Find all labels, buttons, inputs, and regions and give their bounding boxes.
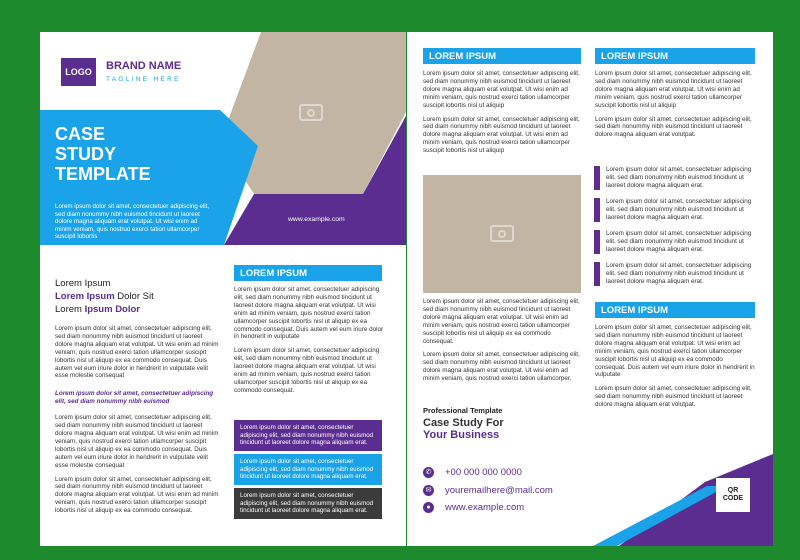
- right-column-2-top: [595, 70, 755, 145]
- bullet-text: Lorem ipsum dolor sit amet, consectetuer adipiscing elit, sed diam nonummy nibh euismod tincidunt ut laoreet dolore magna aliquam erat.: [606, 198, 752, 221]
- left-column-2: [234, 286, 384, 401]
- paragraph: Lorem ipsum dolor sit amet, consectetuer adipiscing elit, sed diam nonummy nibh euismod tincidunt ut laoreet dolore magna aliquam erat volutpat. Ut wisi enim ad minim veniam, quis nostrud exerci tation ullamcorper suscipit lobortis nisl ut aliquip: [423, 115, 580, 155]
- brochure-page-left: [40, 32, 406, 546]
- brochure-page-right: [407, 32, 773, 546]
- paragraph: Lorem ipsum dolor sit amet, consectetuer adipiscing elit, sed diam nonummy nibh euismod tincidunt ut laoreet dolore magna aliquam erat volutpat. Ut wisi enim ad minim veniam, quis nostrud exerci tation ullamcorper suscipit lobortis nisl ut aliquip: [595, 70, 752, 109]
- qr-label-line: QR: [727, 487, 739, 494]
- left-column-1: [55, 325, 220, 521]
- callout-purple: Lorem ipsum dolor sit amet, consectetuer adipiscing elit, sed diam nonummy nibh euismod tincidunt ut laoreet dolore magna aliquam erat.: [234, 420, 382, 451]
- camera-icon: [490, 225, 514, 242]
- camera-icon: [299, 104, 323, 121]
- bullet-text: Lorem ipsum dolor sit amet, consectetuer adipiscing elit, sed diam nonummy nibh euismod tincidunt ut laoreet dolore magna aliquam erat.: [606, 230, 752, 253]
- callout-blue: Lorem ipsum dolor sit amet, consectetuer adipiscing elit, sed diam nonummy nibh euismod tincidunt ut laoreet dolore magna aliquam erat.: [234, 454, 382, 485]
- paragraph: Lorem ipsum dolor sit amet, consectetuer adipiscing elit, sed diam nonummy nibh euismod tincidunt ut laoreet dolore magna aliquam erat volutpat.: [595, 385, 752, 409]
- bullet-text: Lorem ipsum dolor sit amet, consectetuer adipiscing elit, sed diam nonummy nibh euismod tincidunt ut laoreet dolore magna aliquam erat.: [606, 262, 752, 285]
- promo-line2: Your Business: [423, 429, 500, 441]
- paragraph: Lorem ipsum dolor sit amet, consectetuer adipiscing elit, sed diam nonummy nibh euismod tincidunt ut laoreet dolore magna aliquam erat volutpat. Ut wisi enim ad minim veniam, quis nostrud exerci tation ullamcorper suscipit lobortis nisl ut aliquip ex ea commodo consequat. Duis autem vel eum iriure dolor in hendrerit in vulputate: [595, 324, 755, 379]
- paragraph: Lorem ipsum dolor sit amet, consectetuer adipiscing elit, sed diam nonummy nibh euismod tincidunt ut laoreet dolore magna aliquam erat volutpat. Ut wisi enim ad minim veniam, quis nostrud exerci tation ullamcorper suscipit lobortis nisl ut aliquip ex ea commodo consequat. Duis autem vel eum iriure dolor in hendrerit in vulputate velit esse molestie consequat: [55, 325, 219, 380]
- subhead-line: Lorem Ipsum: [55, 278, 111, 289]
- section-heading: LOREM IPSUM: [595, 302, 755, 318]
- paragraph: Lorem ipsum dolor sit amet, consectetuer adipiscing elit, sed diam nonummy nibh euismod tincidunt ut laoreet dolore magna aliquam erat volutpat. Ut wisi enim ad minim veniam, quis nostrud exerci tation ullamcorper suscipit lobortis nisl ut aliquip ex ea commodo consequat.: [234, 347, 380, 394]
- mail-icon: ✉: [423, 485, 434, 496]
- right-column-2-bottom: [595, 324, 755, 415]
- paragraph: Lorem ipsum dolor sit amet, consectetuer adipiscing elit, sed diam nonummy nibh euismod tincidunt ut laoreet dolore magna aliquam erat volutpat. Ut wisi enim ad minim veniam, quis nostrud exerci tation ullamcorper suscipit lobortis nisl ut aliquip ex ea commodo consequat.: [423, 298, 580, 345]
- pull-quote: Lorem ipsum dolor sit amet, consectetuer adipiscing elit, sed diam nonummy nibh euismod: [55, 390, 214, 406]
- section-heading: LOREM IPSUM: [234, 265, 382, 281]
- paragraph: Lorem ipsum dolor sit amet, consectetuer adipiscing elit, sed diam nonummy nibh euismod tincidunt ut laoreet dolore magna aliquam erat volutpat. Ut wisi enim ad minim veniam, quis nostrud exerci tation ullamcorper suscipit lobortis nisl ut aliquip ex ea commodo consequat. Duis autem vel eum iriure dolor in hendrerit in vulputate: [234, 286, 384, 341]
- bullet-text: Lorem ipsum dolor sit amet, consectetuer adipiscing elit, sed diam nonummy nibh euismod tincidunt ut laoreet dolore magna aliquam erat.: [606, 166, 752, 189]
- cover-title-line: STUDY: [55, 144, 117, 164]
- phone-icon: ✆: [423, 467, 434, 478]
- qr-code: [716, 478, 750, 512]
- bullet-marker: [594, 262, 600, 286]
- photo-placeholder: [423, 175, 581, 293]
- promo-block: [423, 406, 583, 441]
- subhead-line: Lorem Ipsum Dolor Sit: [55, 291, 154, 302]
- promo-small: Professional Template: [423, 406, 503, 415]
- bullet-marker: [594, 166, 600, 190]
- paragraph: Lorem ipsum dolor sit amet, consectetuer adipiscing elit, sed diam nonummy nibh euismod tincidunt ut laoreet dolore magna aliquam erat volutpat.: [595, 115, 752, 139]
- callout-dark: Lorem ipsum dolor sit amet, consectetuer adipiscing elit, sed diam nonummy nibh euismod tincidunt ut laoreet dolore magna aliquam erat.: [234, 488, 382, 519]
- promo-line1: Case Study For: [423, 417, 504, 429]
- section-heading: LOREM IPSUM: [595, 48, 755, 64]
- right-column-1-bottom: [423, 298, 583, 389]
- cover-title: [55, 124, 151, 184]
- bullet-marker: [594, 198, 600, 222]
- paragraph: Lorem ipsum dolor sit amet, consectetuer adipiscing elit, sed diam nonummy nibh euismod tincidunt ut laoreet dolore magna aliquam erat volutpat. Ut wisi enim ad minim veniam, quis nostrud exerci tation ullamcorper.: [423, 351, 580, 383]
- subheads: [55, 277, 154, 316]
- cover-title-line: CASE: [55, 124, 106, 144]
- cover-title-line: TEMPLATE: [55, 164, 151, 184]
- bullet-marker: [594, 230, 600, 254]
- subhead-line: Lorem Ipsum Dolor: [55, 304, 140, 315]
- right-column-1-top: [423, 70, 583, 161]
- section-heading: LOREM IPSUM: [423, 48, 581, 64]
- cover-intro: Lorem ipsum dolor sit amet, consectetuer adipiscing elit, sed diam nonummy nibh euismod tincidunt ut laoreet dolore magna aliquam erat volutpat. Ut wisi enim ad minim veniam, quis nostrud exerci tation ullamcorper suscipit lobortis: [55, 203, 210, 241]
- tagline: TAGLINE HERE: [106, 76, 181, 83]
- cover-website: www.example.com: [288, 216, 345, 223]
- email-address: youremailhere@mail.com: [445, 485, 553, 496]
- paragraph: Lorem ipsum dolor sit amet, consectetuer adipiscing elit, sed diam nonummy nibh euismod tincidunt ut laoreet dolore magna aliquam erat volutpat. Ut wisi enim ad minim veniam, quis nostrud exerci tation ullamcorper suscipit lobortis nisl ut aliquip: [423, 70, 580, 109]
- qr-label-line: CODE: [722, 495, 744, 502]
- logo: LOGO: [61, 58, 96, 86]
- phone-number: +00 000 000 0000: [445, 467, 522, 478]
- globe-icon: ●: [423, 502, 434, 513]
- website-link: www.example.com: [445, 502, 525, 513]
- paragraph: Lorem ipsum dolor sit amet, consectetuer adipiscing elit, sed diam nonummy nibh euismod tincidunt ut laoreet dolore magna aliquam erat volutpat. Ut wisi enim ad minim veniam, quis nostrud exerci tation ullamcorper suscipit lobortis nisl ut aliquip ex ea commodo consequat. Duis autem vel eum iriure dolor in hendrerit in vulputate velit esse molestie consequat: [55, 414, 219, 469]
- paragraph: Lorem ipsum dolor sit amet, consectetuer adipiscing elit, sed diam nonummy nibh euismod tincidunt ut laoreet dolore magna aliquam erat volutpat. Ut wisi enim ad minim veniam, quis nostrud exerci tation ullamcorper suscipit lobortis nisl ut aliquip ex ea commodo consequat.: [55, 475, 219, 515]
- brand-name: BRAND NAME: [106, 60, 182, 72]
